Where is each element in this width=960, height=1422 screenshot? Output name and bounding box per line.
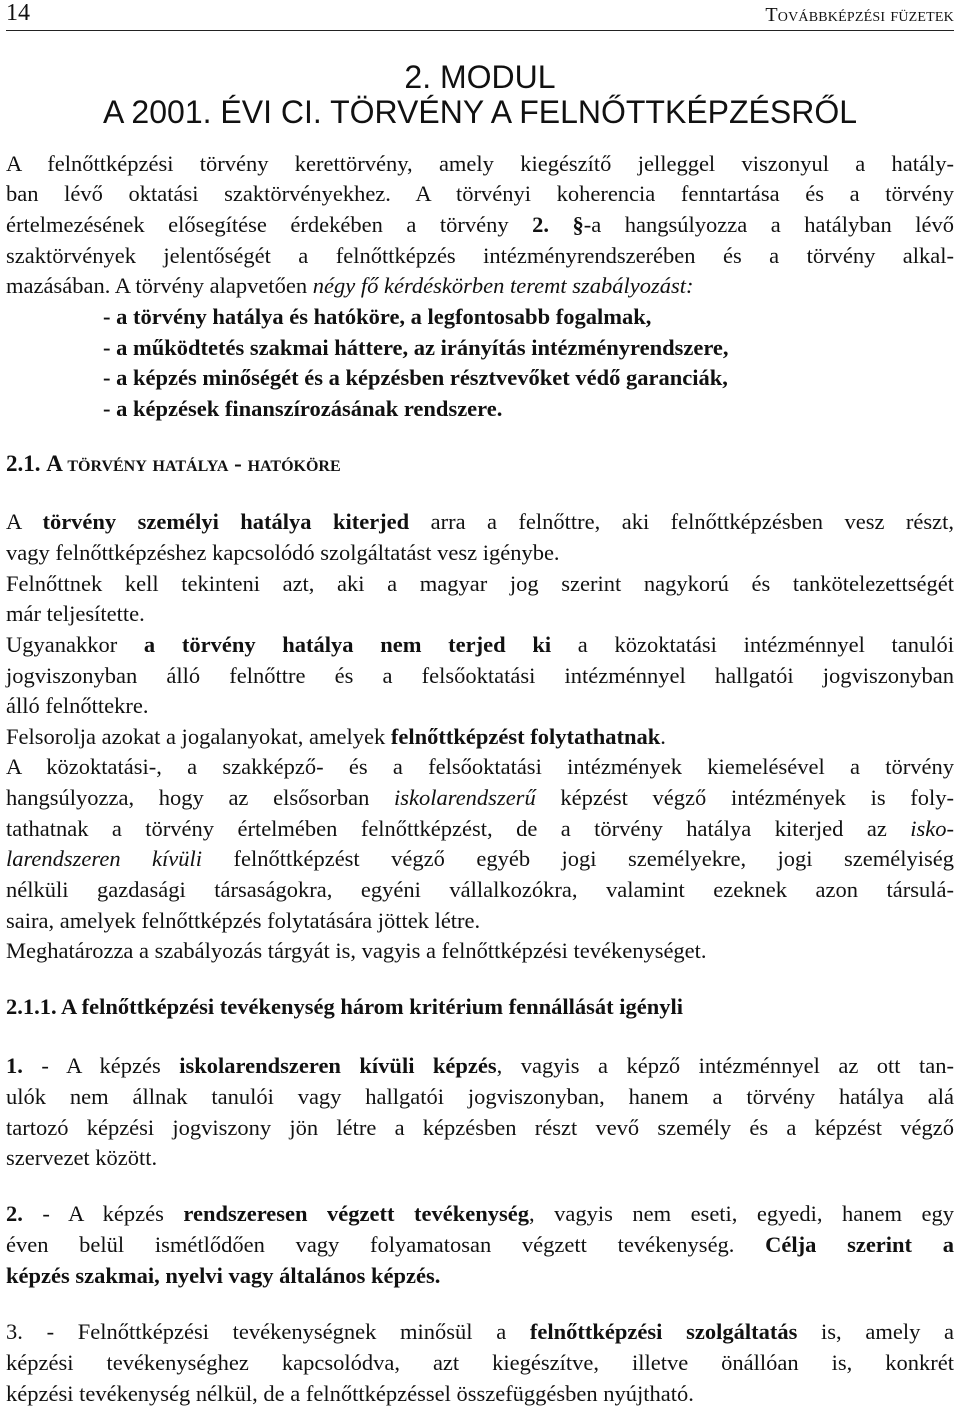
criterion-line: képzési tevékenységhez kapcsolódva, azt kiegészítve, illetve önállóan is, konkrét bbox=[6, 1350, 954, 1375]
criterion-line: tartozó képzési jogviszony jön létre a képzésben részt vevő személy és a képzést végző bbox=[6, 1115, 954, 1140]
body-text: , vagyis nem eseti, egyedi, hanem egy bbox=[528, 1201, 955, 1226]
body-emphasis: isko- bbox=[910, 816, 954, 841]
body-text: . bbox=[660, 724, 666, 749]
section-number: 2.1. bbox=[6, 451, 47, 476]
body-line: Meghatározza a szabályozás tárgyát is, vagyis a felnőttképzési tevékenységet. bbox=[6, 938, 707, 963]
criterion-number: 2. bbox=[6, 1201, 23, 1226]
body-emphasis: iskolarendszeren kívüli képzés bbox=[179, 1053, 497, 1078]
body-text: tathatnak a törvény értelmében felnőttképzést, de a törvény hatálya kiterjed az bbox=[6, 816, 911, 841]
section-title: A törvény hatálya - hatóköre bbox=[46, 451, 341, 476]
body-line bbox=[6, 508, 954, 536]
body-line: már teljesítette. bbox=[6, 601, 145, 626]
body-text: felnőttképzést végző egyéb jogi személyekre, jogi személyiség bbox=[202, 846, 954, 871]
body-line: jogviszonyban álló felnőttre és a felsőoktatási intézménnyel hallgatói jogviszonyban bbox=[6, 663, 954, 688]
subsection-heading: 2.1.1. A felnőttképzési tevékenység három kritérium fennállását igényli bbox=[6, 994, 684, 1019]
body-text: képzést végző intézmények is foly- bbox=[535, 785, 955, 810]
criterion-line bbox=[6, 1318, 954, 1346]
page-header bbox=[6, 0, 954, 31]
criterion-line bbox=[6, 1200, 954, 1228]
body-emphasis: a törvény hatálya nem terjed ki bbox=[143, 632, 552, 657]
body-line bbox=[6, 815, 954, 843]
body-text: 3. - Felnőttképzési tevékenységnek minősül a bbox=[6, 1319, 530, 1344]
body-emphasis: felnőttképzést folytathatnak bbox=[390, 724, 661, 749]
page-number: 14 bbox=[6, 0, 30, 26]
intro-line-3 bbox=[6, 211, 954, 239]
body-emphasis: Célja szerint a bbox=[765, 1232, 955, 1257]
body-text: - A képzés bbox=[22, 1053, 180, 1078]
section-heading bbox=[6, 450, 341, 478]
body-text: Ugyanakkor bbox=[6, 632, 144, 657]
body-text: is, amely a bbox=[797, 1319, 954, 1344]
body-line: Felnőttnek kell tekinteni azt, aki a magyar jog szerint nagykorú és tankötelezettségét bbox=[6, 571, 954, 596]
body-emphasis: felnőttképzési szolgáltatás bbox=[529, 1319, 798, 1344]
body-line: A közoktatási-, a szakképző- és a felsőoktatási intézmények kiemelésével a törvény bbox=[6, 754, 954, 779]
body-text: hangsúlyozza, hogy az elsősorban bbox=[6, 785, 395, 810]
intro-line-2: ban lévő oktatási szaktörvényekhez. A törvényi koherencia fenntartása és a törvény bbox=[6, 181, 954, 206]
body-line bbox=[6, 784, 954, 812]
module-title: 2. MODUL bbox=[404, 59, 556, 95]
body-text: a közoktatási intézménnyel tanulói bbox=[551, 632, 955, 657]
body-line bbox=[6, 631, 954, 659]
list-item: - a működtetés szakmai háttere, az irányítás intézményrendszere, bbox=[103, 335, 729, 360]
criterion-line: képzés szakmai, nyelvi vagy általános képzés. bbox=[6, 1263, 441, 1288]
list-item: - a képzés minőségét és a képzésben résztvevőket védő garanciák, bbox=[103, 365, 728, 390]
body-text: , vagyis a képző intézménnyel az ott tan- bbox=[496, 1053, 954, 1078]
body-line: nélküli gazdasági társaságokra, egyéni vállalkozókra, valamint ezeknek azon társulá- bbox=[6, 877, 954, 902]
criterion-line bbox=[6, 1231, 954, 1259]
criterion-line bbox=[6, 1052, 954, 1080]
body-text: Felsorolja azokat a jogalanyokat, amelyek bbox=[6, 724, 391, 749]
intro-line-5 bbox=[6, 272, 694, 300]
body-emphasis: larendszeren kívüli bbox=[6, 846, 203, 871]
list-item: - a törvény hatálya és hatóköre, a legfontosabb fogalmak, bbox=[103, 304, 652, 329]
criterion-line: szervezet között. bbox=[6, 1145, 158, 1170]
body-text: A bbox=[6, 509, 43, 534]
body-line bbox=[6, 723, 666, 751]
intro-line-1: A felnőttképzési törvény kerettörvény, amely kiegészítő jelleggel viszonyul a hatály- bbox=[6, 151, 954, 176]
module-subtitle: A 2001. ÉVI CI. TÖRVÉNY A FELNŐTTKÉPZÉSRŐL bbox=[102, 94, 858, 130]
list-item: - a képzések finanszírozásának rendszere. bbox=[103, 396, 503, 421]
body-text: arra a felnőttre, aki felnőttképzésben vesz részt, bbox=[409, 509, 955, 534]
intro-emphasis: négy fő kérdéskörben teremt szabályozást: bbox=[312, 273, 694, 298]
criterion-line: ulók nem állnak tanulói vagy hallgatói jogviszonyban, hanem a törvény hatálya alá bbox=[6, 1084, 954, 1109]
body-text: éven belül ismétlődően vagy folyamatosan végzett tevékenység. bbox=[6, 1232, 766, 1257]
body-text: - A képzés bbox=[22, 1201, 184, 1226]
body-line: saira, amelyek felnőttképzés folytatására jöttek létre. bbox=[6, 908, 481, 933]
body-emphasis: iskolarendszerű bbox=[394, 785, 536, 810]
paragraph-ref: 2. § bbox=[532, 212, 584, 237]
body-emphasis: rendszeresen végzett tevékenység bbox=[183, 1201, 529, 1226]
body-line: álló felnőttekre. bbox=[6, 693, 149, 718]
body-line: vagy felnőttképzéshez kapcsolódó szolgáltatást vesz igénybe. bbox=[6, 540, 560, 565]
criterion-line: képzési tevékenység nélkül, de a felnőttképzéssel összefüggésben nyújtható. bbox=[6, 1381, 694, 1406]
intro-line-4: szaktörvények jelentőségét a felnőttképzés intézményrendszerében és a törvény alkal- bbox=[6, 243, 954, 268]
intro-text: -a hangsúlyozza a hatályban lévő bbox=[583, 212, 955, 237]
body-line bbox=[6, 845, 954, 873]
intro-text: mazásában. A törvény alapvetően bbox=[6, 273, 313, 298]
body-emphasis: törvény személyi hatálya kiterjed bbox=[42, 509, 410, 534]
criterion-number: 1. bbox=[6, 1053, 23, 1078]
intro-text: értelmezésének elősegítése érdekében a törvény bbox=[6, 212, 533, 237]
running-title: Továbbképzési füzetek bbox=[765, 4, 954, 26]
